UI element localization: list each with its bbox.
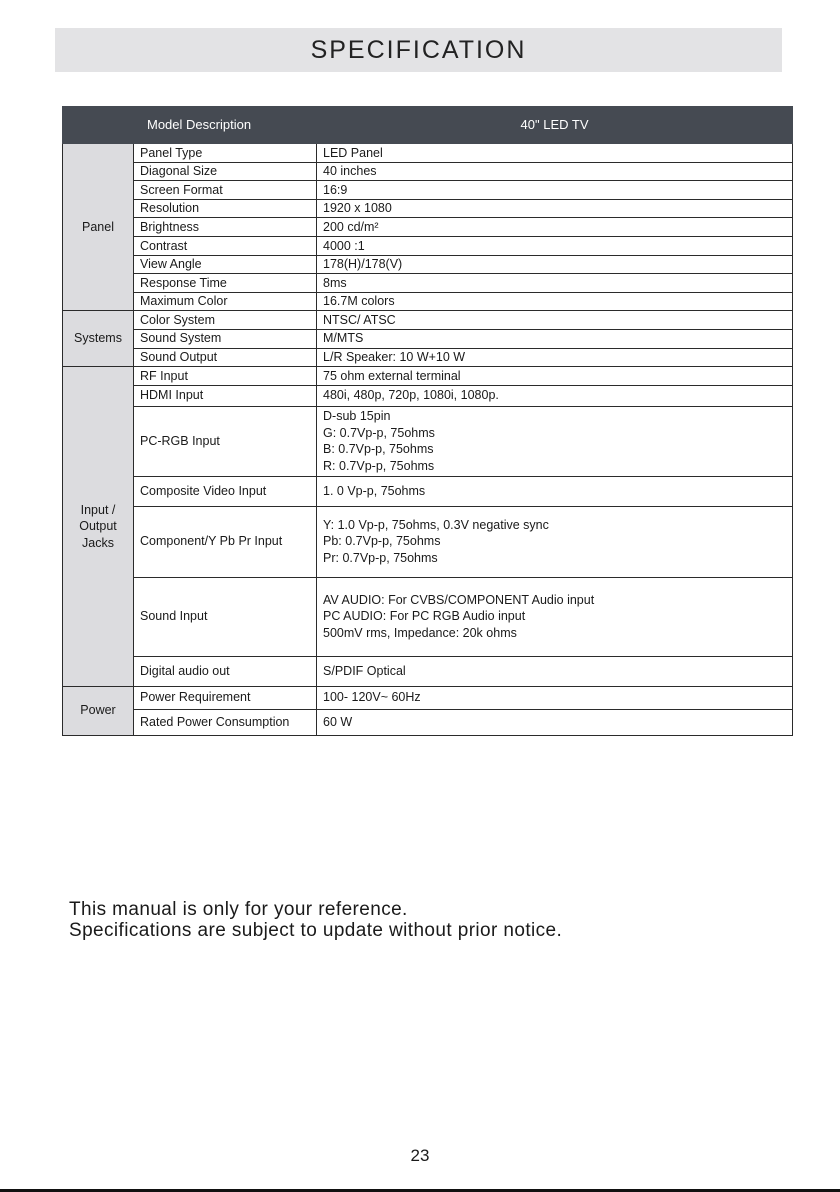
spec-value: L/R Speaker: 10 W+10 W (317, 348, 793, 367)
table-row (63, 199, 793, 218)
table-row (63, 577, 793, 656)
table-row (63, 686, 793, 709)
table-row (63, 162, 793, 181)
spec-label: PC-RGB Input (134, 406, 317, 476)
spec-label: Power Requirement (134, 686, 317, 709)
spec-label: Contrast (134, 236, 317, 255)
table-row (63, 144, 793, 163)
table-row (63, 274, 793, 293)
table-row (63, 218, 793, 237)
value-line: PC AUDIO: For PC RGB Audio input (323, 609, 526, 624)
title-bar (55, 28, 782, 72)
spec-value: 200 cd/m² (317, 218, 793, 237)
spec-label: Sound System (134, 329, 317, 348)
table-row (63, 311, 793, 330)
category-io-line: Output (79, 519, 117, 534)
table-row (63, 255, 793, 274)
spec-value (317, 506, 793, 577)
spec-value: 75 ohm external terminal (317, 367, 793, 386)
spec-value: 480i, 480p, 720p, 1080i, 1080p. (317, 385, 793, 406)
note-line: This manual is only for your reference. (69, 899, 408, 920)
page-number: 23 (410, 1146, 430, 1165)
spec-label: Resolution (134, 199, 317, 218)
category-panel: Panel (63, 144, 134, 311)
table-row (63, 329, 793, 348)
spec-label: Composite Video Input (134, 476, 317, 506)
category-io-line: Jacks (82, 535, 114, 550)
spec-value: 16.7M colors (317, 292, 793, 311)
header-model-value: 40" LED TV (317, 107, 793, 144)
spec-label: Rated Power Consumption (134, 709, 317, 735)
spec-value: 100- 120V~ 60Hz (317, 686, 793, 709)
table-row (63, 236, 793, 255)
category-systems: Systems (63, 311, 134, 367)
table-row (63, 292, 793, 311)
spec-label: Component/Y Pb Pr Input (134, 506, 317, 577)
spec-value: 40 inches (317, 162, 793, 181)
value-line: AV AUDIO: For CVBS/COMPONENT Audio input (323, 592, 595, 607)
spec-label: View Angle (134, 255, 317, 274)
spec-value: 16:9 (317, 181, 793, 200)
category-io-line: Input / (80, 502, 116, 517)
spec-value: 4000 :1 (317, 236, 793, 255)
table-row (63, 709, 793, 735)
table-row (63, 506, 793, 577)
spec-label: Response Time (134, 274, 317, 293)
spec-value: LED Panel (317, 144, 793, 163)
spec-value: S/PDIF Optical (317, 656, 793, 686)
table-row (63, 406, 793, 476)
spec-label: Screen Format (134, 181, 317, 200)
value-line: Y: 1.0 Vp-p, 75ohms, 0.3V negative sync (323, 517, 549, 532)
spec-label: HDMI Input (134, 385, 317, 406)
spec-label: Sound Output (134, 348, 317, 367)
spec-value: 1. 0 Vp-p, 75ohms (317, 476, 793, 506)
value-line: R: 0.7Vp-p, 75ohms (323, 458, 435, 473)
category-io (63, 367, 134, 687)
value-line: Pr: 0.7Vp-p, 75ohms (323, 550, 438, 565)
spec-label: Sound Input (134, 577, 317, 656)
spec-label: Panel Type (134, 144, 317, 163)
spec-label: Diagonal Size (134, 162, 317, 181)
value-line: D-sub 15pin (323, 409, 391, 424)
spec-value: NTSC/ ATSC (317, 311, 793, 330)
specification-table (62, 106, 793, 736)
spec-label: Digital audio out (134, 656, 317, 686)
value-line: B: 0.7Vp-p, 75ohms (323, 442, 434, 457)
value-line: Pb: 0.7Vp-p, 75ohms (323, 534, 441, 549)
spec-value (317, 406, 793, 476)
spec-label: Brightness (134, 218, 317, 237)
reference-note (69, 900, 562, 942)
table-row (63, 476, 793, 506)
spec-value: 60 W (317, 709, 793, 735)
value-line: 500mV rms, Impedance: 20k ohms (323, 625, 517, 640)
value-line: G: 0.7Vp-p, 75ohms (323, 425, 435, 440)
note-line: Specifications are subject to update without prior notice. (69, 919, 563, 941)
spec-value (317, 577, 793, 656)
spec-label: Maximum Color (134, 292, 317, 311)
spec-value: M/MTS (317, 329, 793, 348)
table-row (63, 367, 793, 386)
table-row (63, 181, 793, 200)
table-row (63, 656, 793, 686)
spec-value: 1920 x 1080 (317, 199, 793, 218)
table-row (63, 385, 793, 406)
table-header-row (63, 107, 793, 144)
page-title: SPECIFICATION (310, 35, 527, 64)
spec-label: RF Input (134, 367, 317, 386)
header-model-label: Model Description (63, 107, 317, 144)
spec-value: 178(H)/178(V) (317, 255, 793, 274)
spec-value: 8ms (317, 274, 793, 293)
spec-label: Color System (134, 311, 317, 330)
category-power: Power (63, 686, 134, 735)
table-row (63, 348, 793, 367)
